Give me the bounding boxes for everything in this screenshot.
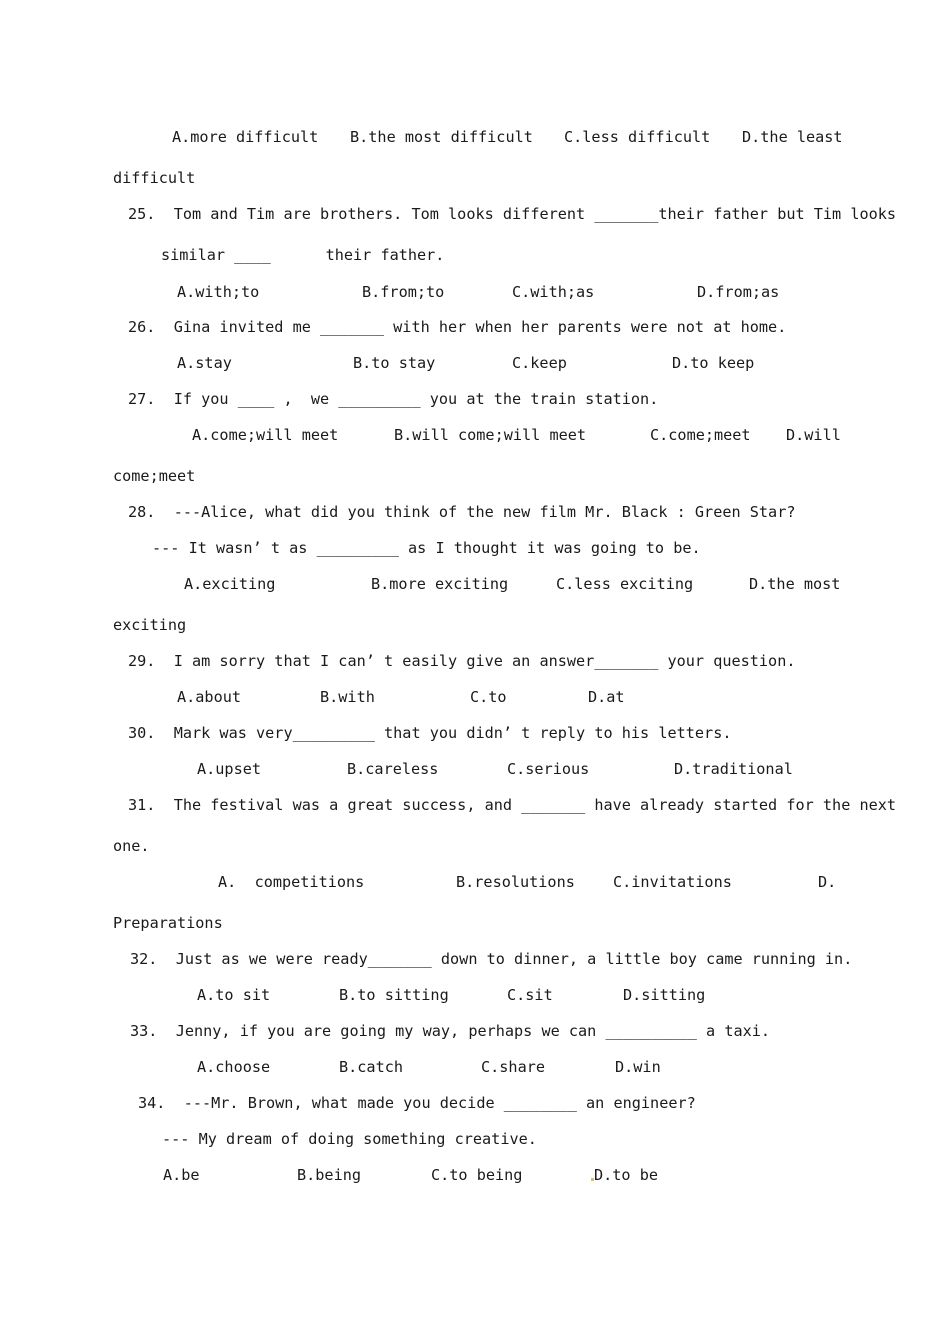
option-a: A.about bbox=[177, 688, 242, 706]
option-b: B.will come;will meet bbox=[394, 426, 587, 444]
option-c: C.to being bbox=[431, 1166, 523, 1184]
question-28-options bbox=[0, 574, 950, 594]
option-a: A. competitions bbox=[218, 873, 365, 891]
option-c: C.less difficult bbox=[564, 128, 711, 146]
scan-speck bbox=[591, 1178, 594, 1181]
question-28-stem-line2: --- It wasn’ t as _________ as I thought it was going to be. bbox=[152, 539, 701, 557]
option-d: D.sitting bbox=[623, 986, 706, 1004]
option-c: C.sit bbox=[507, 986, 553, 1004]
question-26-stem: 26. Gina invited me _______ with her when her parents were not at home. bbox=[128, 318, 787, 336]
question-34-stem: 34. ---Mr. Brown, what made you decide ________ an engineer? bbox=[138, 1094, 696, 1112]
option-c: C.less exciting bbox=[556, 575, 694, 593]
question-28-stem: 28. ---Alice, what did you think of the new film Mr. Black : Green Star? bbox=[128, 503, 796, 521]
question-25-stem: 25. Tom and Tim are brothers. Tom looks different _______their father but Tim looks bbox=[128, 205, 897, 223]
question-25-options bbox=[0, 282, 950, 302]
option-d: D.will bbox=[786, 426, 841, 444]
option-b: B.more exciting bbox=[371, 575, 509, 593]
option-c: C.come;meet bbox=[650, 426, 751, 444]
option-a: A.more difficult bbox=[172, 128, 319, 146]
option-a: A.stay bbox=[177, 354, 232, 372]
question-31-options bbox=[0, 872, 950, 892]
option-b: B.with bbox=[320, 688, 375, 706]
option-c: C.to bbox=[470, 688, 507, 706]
question-26-options bbox=[0, 353, 950, 373]
option-d-wrap: difficult bbox=[113, 169, 196, 187]
option-c: C.serious bbox=[507, 760, 590, 778]
option-c: C.invitations bbox=[613, 873, 732, 891]
question-31-stem-wrap: one. bbox=[113, 837, 150, 855]
option-a: A.be bbox=[163, 1166, 200, 1184]
question-30-stem: 30. Mark was very_________ that you didn’ t reply to his letters. bbox=[128, 724, 732, 742]
question-34-options bbox=[0, 1165, 950, 1185]
option-d: D.the least bbox=[742, 128, 843, 146]
question-32-stem: 32. Just as we were ready_______ down to dinner, a little boy came running in. bbox=[130, 950, 853, 968]
option-d: D.to keep bbox=[672, 354, 755, 372]
option-d-wrap: come;meet bbox=[113, 467, 196, 485]
option-b: B.from;to bbox=[362, 283, 445, 301]
option-a: A.to sit bbox=[197, 986, 271, 1004]
question-27-options bbox=[0, 425, 950, 445]
option-b: B.to stay bbox=[353, 354, 436, 372]
question-29-options bbox=[0, 687, 950, 707]
option-d: D.from;as bbox=[697, 283, 780, 301]
option-b: B.careless bbox=[347, 760, 439, 778]
option-d-wrap: Preparations bbox=[113, 914, 223, 932]
option-d: D.win bbox=[615, 1058, 661, 1076]
option-b: B.to sitting bbox=[339, 986, 449, 1004]
option-d-wrap: exciting bbox=[113, 616, 187, 634]
option-a: A.with;to bbox=[177, 283, 260, 301]
option-c: C.keep bbox=[512, 354, 567, 372]
option-b: B.being bbox=[297, 1166, 362, 1184]
question-32-options bbox=[0, 985, 950, 1005]
option-d: D.at bbox=[588, 688, 625, 706]
question-24-options bbox=[0, 127, 950, 147]
question-31-stem: 31. The festival was a great success, and _______ have already started for the next bbox=[128, 796, 897, 814]
option-b: B.resolutions bbox=[456, 873, 575, 891]
option-d: D.traditional bbox=[674, 760, 793, 778]
option-d: D.the most bbox=[749, 575, 841, 593]
option-a: A.upset bbox=[197, 760, 262, 778]
option-d: D. bbox=[818, 873, 837, 891]
question-33-stem: 33. Jenny, if you are going my way, perhaps we can __________ a taxi. bbox=[130, 1022, 771, 1040]
question-33-options bbox=[0, 1057, 950, 1077]
option-b: B.the most difficult bbox=[350, 128, 533, 146]
option-a: A.exciting bbox=[184, 575, 276, 593]
option-d: D.to be bbox=[594, 1166, 659, 1184]
question-25-stem-line2: similar ____ their father. bbox=[161, 246, 445, 264]
question-34-stem-line2: --- My dream of doing something creative. bbox=[162, 1130, 537, 1148]
option-c: C.with;as bbox=[512, 283, 595, 301]
question-27-stem: 27. If you ____ , we _________ you at the train station. bbox=[128, 390, 659, 408]
option-b: B.catch bbox=[339, 1058, 404, 1076]
option-a: A.choose bbox=[197, 1058, 271, 1076]
question-30-options bbox=[0, 759, 950, 779]
option-a: A.come;will meet bbox=[192, 426, 339, 444]
question-29-stem: 29. I am sorry that I can’ t easily give an answer_______ your question. bbox=[128, 652, 796, 670]
option-c: C.share bbox=[481, 1058, 546, 1076]
